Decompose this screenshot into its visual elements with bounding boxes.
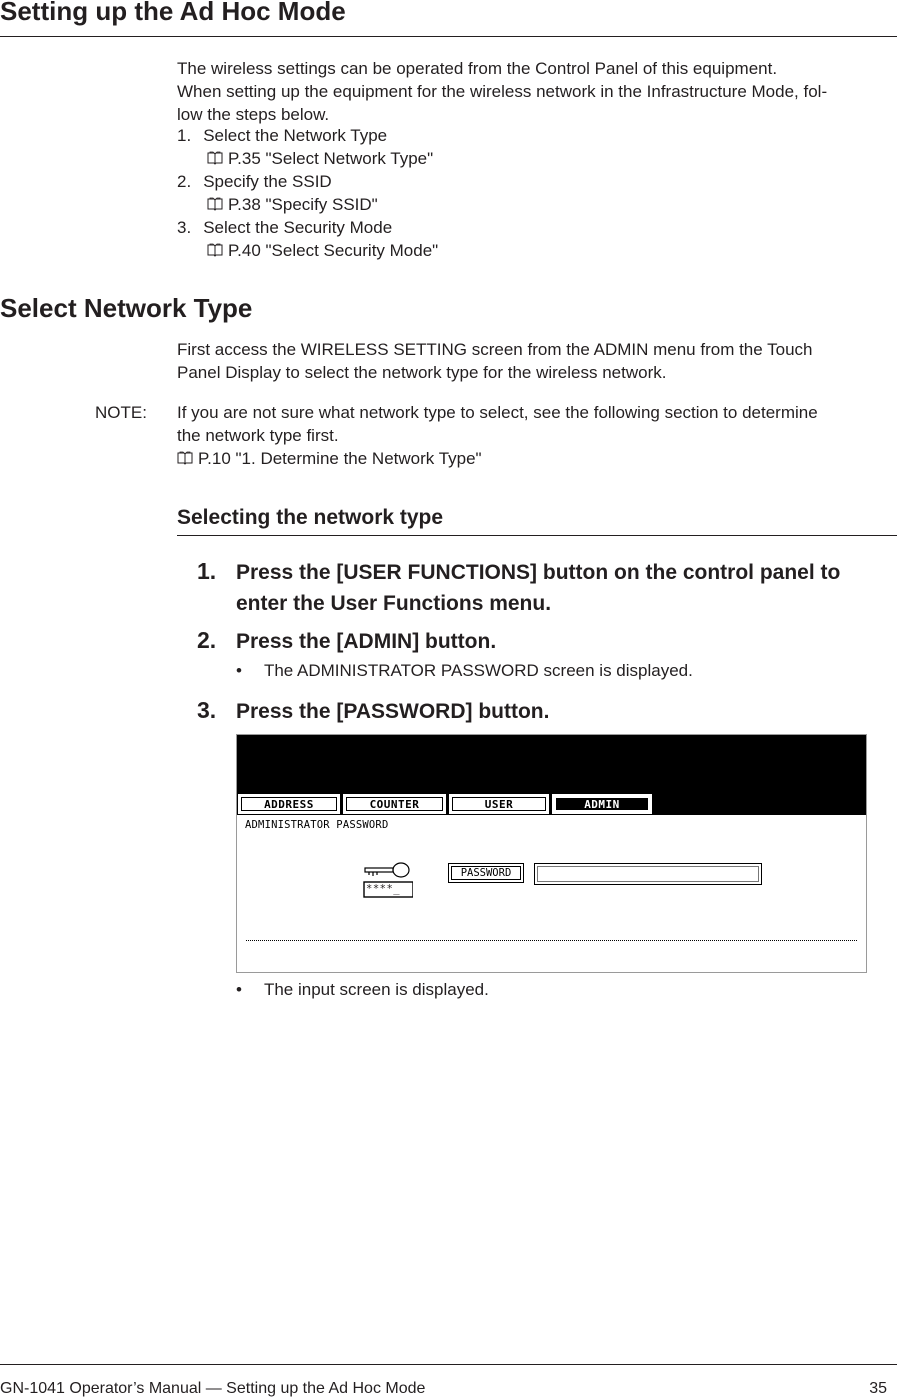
intro-line: When setting up the equipment for the wireless network in the Infrastructure Mode, fol- [177,82,828,101]
screen-label: ADMINISTRATOR PASSWORD [245,819,389,831]
section-body-line: First access the WIRELESS SETTING screen from the ADMIN menu from the Touch [177,340,813,359]
tab-label: ADMIN [555,797,649,811]
password-button-label: PASSWORD [451,866,521,880]
section-title: Select Network Type [0,293,253,323]
footer-text: GN-1041 Operator’s Manual — Setting up the Ad Hoc Mode [0,1380,426,1397]
page-reference-link[interactable] [177,193,438,216]
note-body [177,401,818,470]
note-line: the network type first. [177,426,339,445]
step-line: enter the User Functions menu. [236,592,552,615]
step-text: Select the Security Mode [203,218,393,237]
book-icon [207,197,223,211]
list-item [177,124,438,147]
tab-counter[interactable] [343,794,446,814]
page-number: 35 [869,1380,887,1397]
page-reference-link[interactable] [177,147,438,170]
list-item [177,216,438,239]
step-number: 2. [177,172,192,191]
password-button[interactable] [448,863,524,883]
tab-address[interactable] [238,794,340,814]
page-reference-link[interactable] [177,447,818,470]
intro-paragraph [177,57,827,126]
reference-text: P.10 "1. Determine the Network Type" [198,449,482,468]
key-icon [363,861,413,899]
step-number: 3. [177,218,192,237]
procedure-title: Selecting the network type [177,506,444,529]
bullet-text: The input screen is displayed. [263,980,489,999]
reference-text: P.38 "Specify SSID" [228,195,378,214]
step-line: Press the [USER FUNCTIONS] button on the control panel to [236,561,841,584]
section-body [177,338,813,384]
key-caption: ****_ [366,883,401,895]
step-number: 1. [197,558,217,584]
intro-line: The wireless settings can be operated from the Control Panel of this equipment. [177,59,778,78]
procedure-rule [177,535,897,536]
tab-label: COUNTER [346,797,443,811]
footer-rule [0,1364,897,1365]
tab-label: ADDRESS [241,797,337,811]
book-icon [207,243,223,257]
bullet-text: The ADMINISTRATOR PASSWORD screen is displayed. [263,661,693,680]
step-number: 2. [197,627,217,653]
touch-panel-screenshot [236,734,867,973]
page-title: Setting up the Ad Hoc Mode [0,0,346,26]
password-field[interactable] [534,863,762,885]
book-icon [177,451,193,465]
bullet-marker: • [236,661,242,680]
bullet-item [236,978,489,1001]
password-value [537,866,759,882]
divider [246,940,857,941]
note-label: NOTE: [95,403,147,422]
reference-text: P.35 "Select Network Type" [228,149,434,168]
step-line: Press the [ADMIN] button. [236,630,497,653]
tab-user[interactable] [449,794,549,814]
bullet-marker: • [236,980,242,999]
reference-text: P.40 "Select Security Mode" [228,241,439,260]
step-text: Select the Network Type [203,126,388,145]
tab-label: USER [452,797,546,811]
page-reference-link[interactable] [177,239,438,262]
tab-admin[interactable] [552,794,652,814]
step-line: Press the [PASSWORD] button. [236,700,550,723]
step-text [236,557,840,619]
book-icon [207,151,223,165]
intro-line: low the steps below. [177,105,330,124]
step-number: 3. [197,697,217,723]
section-body-line: Panel Display to select the network type for the wireless network. [177,363,667,382]
step-text: Specify the SSID [203,172,332,191]
intro-step-list [177,124,438,262]
list-item [177,170,438,193]
bullet-item [236,659,693,682]
title-rule [0,36,897,37]
step-number: 1. [177,126,192,145]
note-line: If you are not sure what network type to select, see the following section to determine [177,403,818,422]
